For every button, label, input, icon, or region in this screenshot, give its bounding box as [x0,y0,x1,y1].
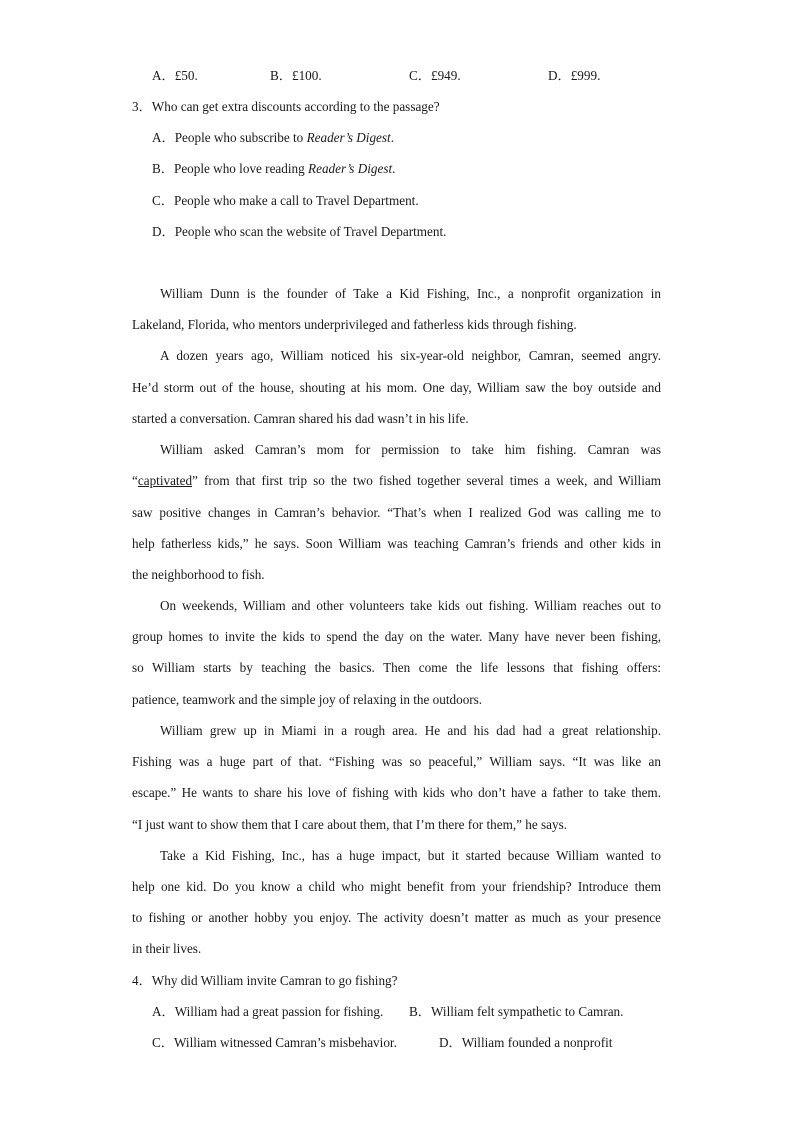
passage-p5-line1: William grew up in Miami in a rough area. He and his dad had a great relationship. [160,723,661,738]
q4-option-c: C．William witnessed Camran’s misbehavior. [152,1035,397,1050]
q3-option-d: D．People who scan the website of Travel Department. [152,224,447,239]
q3-option-b [152,161,395,177]
passage-p5-line4: “I just want to show them that I care about them, that I’m there for them,” he says. [132,817,568,832]
passage-p5-line2: Fishing was a huge part of that. “Fishing was so peaceful,” William says. “It was like an [132,754,661,769]
passage-p2-line2: He’d storm out of the house, shouting at his mom. One day, William saw the boy outside and [132,380,661,395]
passage-p3-line2 [132,473,661,489]
passage-p4-line4: patience, teamwork and the simple joy of relaxing in the outdoors. [132,692,483,707]
q2-option-b: B．£100. [270,68,322,83]
passage-p6-line3: to fishing or another hobby you enjoy. The activity doesn’t matter as much as your presence [132,910,661,925]
passage-p3-line2-rest: ” from that first trip so the two fished together several times a week, and William [192,473,661,488]
passage-p1-line1: William Dunn is the founder of Take a Kid Fishing, Inc., a nonprofit organization in [160,286,661,301]
q4-stem: 4．Why did William invite Camran to go fishing? [132,973,398,988]
passage-p3-line1: William asked Camran’s mom for permission to take him fishing. Camran was [160,442,661,457]
q4-option-a: A．William had a great passion for fishing. [152,1004,384,1019]
q3-option-a [152,130,394,146]
q4-option-b: B．William felt sympathetic to Camran. [409,1004,624,1019]
passage-p6-line1: Take a Kid Fishing, Inc., has a huge impact, but it started because William wanted to [160,848,661,863]
passage-p4-line2: group homes to invite the kids to spend the day on the water. Many have never been fishing, [132,629,661,644]
underlined-word-captivated: captivated [137,473,193,488]
q3-option-a-end: . [390,130,394,145]
passage-p4-line3: so William starts by teaching the basics. Then come the life lessons that fishing offers: [132,660,661,675]
q3-option-c: C．People who make a call to Travel Department. [152,193,419,208]
passage-p2-line1: A dozen years ago, William noticed his six-year-old neighbor, Camran, seemed angry. [160,348,661,363]
passage-p1-line2: Lakeland, Florida, who mentors underprivileged and fatherless kids through fishing. [132,317,577,332]
passage-p3-line3: saw positive changes in Camran’s behavior. “That’s when I realized God was calling me to [132,505,661,520]
q3-option-b-text: B．People who love reading [152,161,309,176]
passage-p2-line3: started a conversation. Camran shared his dad wasn’t in his life. [132,411,469,426]
passage-p6-line2: help one kid. Do you know a child who might benefit from your friendship? Introduce them [132,879,661,894]
passage-open-quote: “ [132,473,138,488]
q2-option-d: D．£999. [548,68,601,83]
q4-option-d: D．William founded a nonprofit [439,1035,613,1050]
passage-p4-line1: On weekends, William and other volunteers take kids out fishing. William reaches out to [160,598,661,613]
passage-p3-line5: the neighborhood to fish. [132,567,265,582]
passage-p3-line4: help fatherless kids,” he says. Soon William was teaching Camran’s friends and other kids in [132,536,661,551]
q3-option-b-end: . [392,161,396,176]
passage-p6-line4: in their lives. [132,941,202,956]
q3-option-b-title: Reader’s Digest [308,161,393,176]
passage-p5-line3: escape.” He wants to share his love of fishing with kids who don’t have a father to take them. [132,785,661,800]
q2-option-a: A．£50. [152,68,198,83]
q3-option-a-title: Reader’s Digest [306,130,391,145]
q2-option-c: C．£949. [409,68,461,83]
q3-stem: 3．Who can get extra discounts according to the passage? [132,99,440,114]
q3-option-a-text: A．People who subscribe to [152,130,307,145]
